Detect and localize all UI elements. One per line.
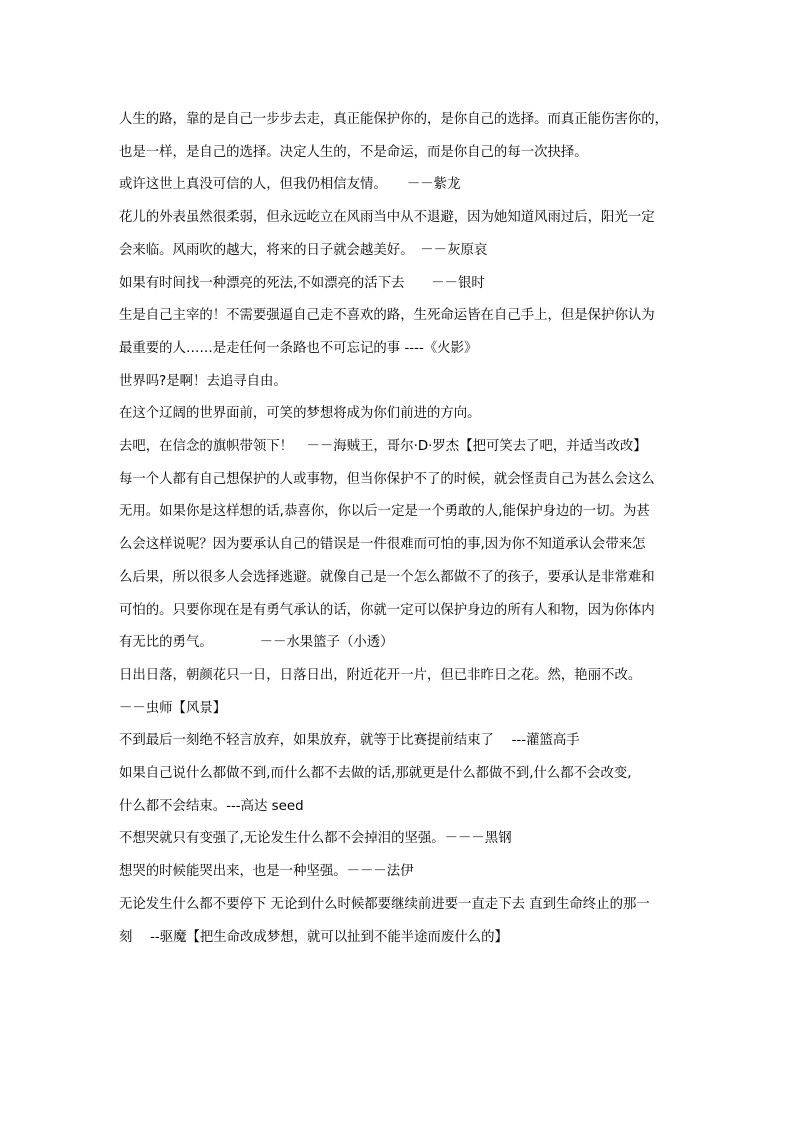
text-line: 无论发生什么都不要停下 无论到什么时候都要继续前进要一直走下去 直到生命终止的那一 — [119, 896, 650, 912]
text-line: 在这个辽阔的世界面前，可笑的梦想将成为你们前进的方向。 — [119, 406, 481, 422]
text-line: 最重要的人……是走任何一条路也不可忘记的事 ----《火影》 — [119, 340, 478, 356]
text-line: －－虫师【风景】 — [119, 700, 227, 716]
quote-paragraph — [119, 268, 689, 301]
text-line: 不到最后一刻绝不轻言放弃，如果放弃，就等于比赛提前结束了 ---灌篮高手 — [119, 733, 580, 749]
text-line: 会来临。风雨吹的越大，将来的日子就会越美好。 －－灰原哀 — [119, 242, 488, 258]
text-line: 生是自己主宰的！不需要强逼自己走不喜欢的路，生死命运皆在自己手上，但是保护你认为 — [119, 308, 655, 324]
text-line: 无用。如果你是这样想的话,恭喜你，你以后一定是一个勇敢的人,能保护身边的一切。为甚 — [119, 504, 650, 520]
quote-paragraph — [119, 202, 689, 267]
text-line: 人生的路，靠的是自己一步步去走，真正能保护你的，是你自己的选择。而真正能伤害你的， — [119, 112, 669, 127]
text-line: 也是一样，是自己的选择。决定人生的，不是命运，而是你自己的每一次抉择。 — [119, 144, 588, 160]
quote-paragraph — [119, 725, 689, 758]
text-line: 如果自己说什么都做不到,而什么都不去做的话,那就更是什么都做不到,什么都不会改变, — [119, 766, 632, 782]
quote-paragraph — [119, 823, 689, 856]
text-line: 或许这世上真没可信的人，但我仍相信友情。 －－紫龙 — [119, 177, 461, 193]
text-line: 想哭的时候能哭出来，也是一种坚强。－－－法伊 — [119, 864, 414, 880]
quote-list — [119, 104, 689, 954]
text-line: 世界吗?是啊！去追寻自由。 — [119, 373, 287, 389]
quote-paragraph — [119, 660, 689, 725]
quote-paragraph — [119, 366, 689, 399]
text-line: 花儿的外表虽然很柔弱，但永远屹立在风雨当中从不退避，因为她知道风雨过后，阳光一定 — [119, 210, 655, 226]
quote-paragraph — [119, 300, 689, 365]
text-line: 刻 --驱魔【把生命改成梦想，就可以扯到不能半途而废什么的】 — [119, 929, 508, 945]
text-line: 不想哭就只有变强了,无论发生什么都不会掉泪的坚强。－－－黑钢 — [119, 831, 512, 847]
text-line: 如果有时间找一种漂亮的死法,不如漂亮的活下去 －－银时 — [119, 275, 485, 291]
quote-paragraph — [119, 856, 689, 889]
text-line: 去吧，在信念的旗帜带领下！ －－海贼王，哥尔·D·罗杰【把可笑去了吧，并适当改改】 — [119, 439, 647, 455]
quote-paragraph — [119, 104, 689, 169]
text-line: 日出日落，朝颜花只一日，日落日出，附近花开一片，但已非昨日之花。然，艳丽不改。 — [119, 667, 642, 683]
text-line: 么会这样说呢？因为要承认自己的错误是一件很难而可怕的事,因为你不知道承认会带来怎 — [119, 537, 646, 553]
text-line: 有无比的勇气。 －－水果篮子（小透） — [119, 635, 394, 651]
text-line: 什么都不会结束。---高达 seed — [119, 798, 304, 814]
quote-paragraph — [119, 758, 689, 823]
quote-paragraph — [119, 169, 689, 202]
quote-paragraph — [119, 464, 689, 660]
text-line: 么后果，所以很多人会选择逃避。就像自己是一个怎么都做不了的孩子，要承认是非常难和 — [119, 569, 655, 585]
text-line: 每一个人都有自己想保护的人或事物，但当你保护不了的时候，就会怪责自己为甚么会这么 — [119, 471, 655, 487]
quote-paragraph — [119, 398, 689, 431]
quote-paragraph — [119, 889, 689, 954]
text-line: 可怕的。只要你现在是有勇气承认的话，你就一定可以保护身边的所有人和物，因为你体内 — [119, 602, 655, 618]
quote-paragraph — [119, 431, 689, 464]
